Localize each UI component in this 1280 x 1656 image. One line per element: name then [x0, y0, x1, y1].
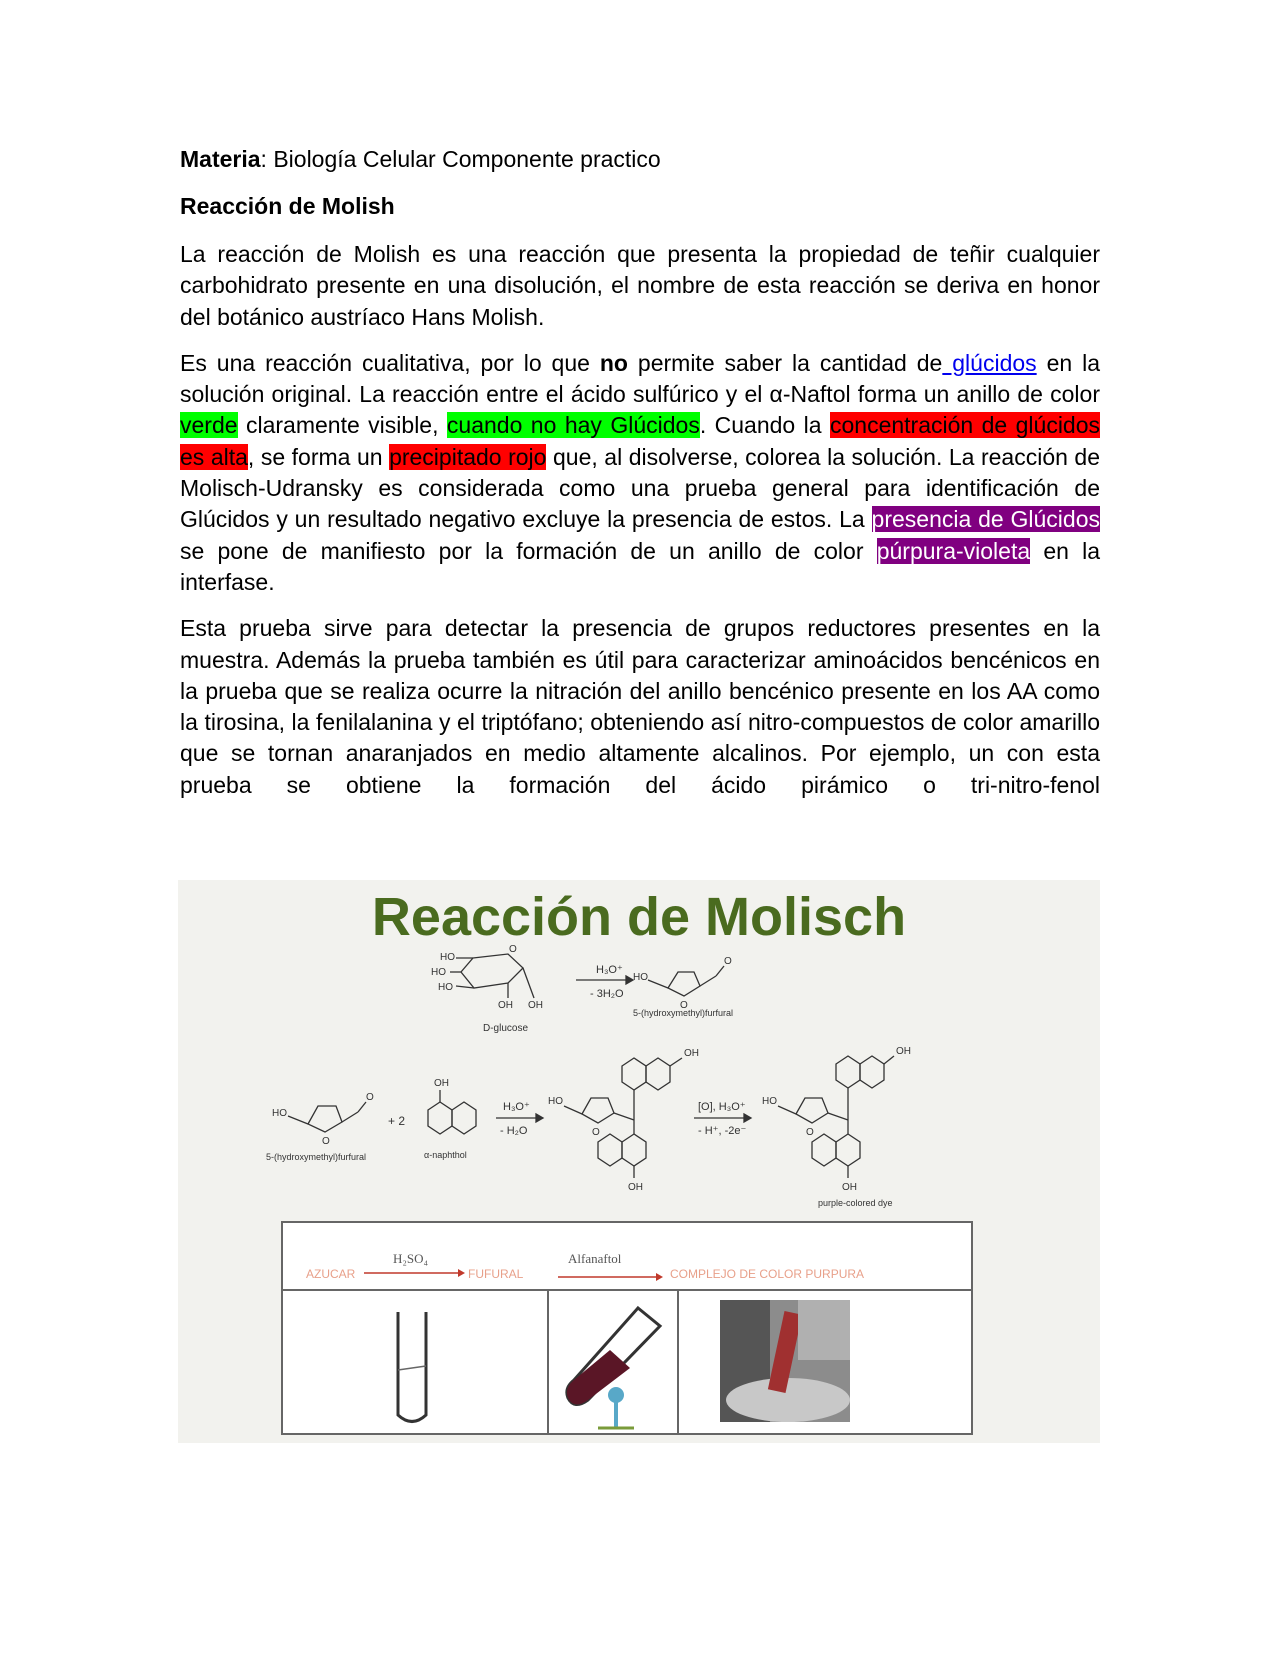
panel-alfanaftol: Alfanaftol	[568, 1251, 622, 1266]
hmf-label-1: 5-(hydroxymethyl)furfural	[633, 1008, 734, 1018]
text-run: en la solución original. La reacción entre el ácido sulfúrico y el α-Naftol forma un anillo de color	[180, 349, 1101, 408]
highlight-no-glucidos: cuando no hay Glúcidos	[446, 412, 700, 439]
glucose-labels	[431, 944, 543, 1034]
reaction-scheme	[178, 880, 1100, 1443]
arrow-2	[496, 1114, 543, 1122]
highlight-presencia: presencia de Glúcidos	[871, 506, 1101, 533]
highlight-concentracion: concentración de glúcidos es alta	[180, 412, 1101, 470]
arrow-2-bottom: - H₂O	[500, 1125, 528, 1137]
subject-value: : Biología Celular Componente practico	[260, 146, 661, 172]
procedure-panel	[282, 1222, 972, 1434]
glucose-ring-o: O	[509, 944, 517, 955]
glucidos-link[interactable]: glúcidos	[942, 349, 1037, 376]
d-glucose-structure	[450, 954, 534, 998]
glucose-ho-3: HO	[438, 982, 453, 993]
hmf1-ho: HO	[633, 972, 648, 983]
intermediate-oh-bottom: OH	[628, 1182, 643, 1193]
subject-line	[180, 146, 1100, 173]
panel-fufural: FUFURAL	[468, 1267, 524, 1281]
hmf-label-2: 5-(hydroxymethyl)furfural	[266, 1152, 367, 1162]
dye-o: O	[806, 1127, 814, 1138]
hmf2-aldehyde-o: O	[366, 1092, 374, 1103]
panel-h2so4: H₂SO₄	[393, 1251, 429, 1266]
dye-ho: HO	[762, 1096, 777, 1107]
hmf-structure-2	[288, 1102, 366, 1132]
glucose-ho-2: HO	[431, 967, 446, 978]
hmf-labels-1	[633, 956, 733, 1018]
panel-azucar: AZUCAR	[306, 1267, 356, 1281]
hmf1-aldehyde-o: O	[724, 956, 732, 967]
hmf-labels-2	[266, 1092, 405, 1162]
intermediate-labels	[548, 1048, 699, 1193]
text-run: que, al disolverse, colorea la solución. La reacción de Molisch-Udransky es considerada como una prueba general para identificación de Glúcidos y un resultado negativo excluye la presencia de estos. La	[180, 443, 1101, 533]
hmf2-o: O	[322, 1136, 330, 1147]
highlight-precipitado: precipitado rojo	[389, 443, 547, 470]
text-column	[180, 146, 1100, 816]
naphthol-label: α-naphthol	[424, 1150, 467, 1160]
molisch-figure	[178, 880, 1100, 1443]
paragraph-reducers: Esta prueba sirve para detectar la presencia de grupos reductores presentes en la muestra. Además la prueba también es útil para caracterizar aminoácidos bencénicos en la prueba que se realiza ocurre la nitración del anillo bencénico presente en los AA como la tirosina, la fenilalanina y el triptófano; obteniendo así nitro-compuestos de color amarillo que se tornan anaranjados en medio altamente alcalinos. Por ejemplo, un con esta prueba se obtiene la formación del ácido pirámico o tri-nitro-fenol	[180, 615, 1100, 798]
hmf1-o: O	[680, 1000, 688, 1011]
subject-label: Materia	[180, 146, 261, 172]
section-title: Reacción de Molish	[180, 193, 395, 219]
arrow-3-top: [O], H₃O⁺	[698, 1101, 746, 1113]
paragraph-intro: La reacción de Molish es una reacción que presenta la propiedad de teñir cualquier carbohidrato presente en una disolución, el nombre de esta reacción se deriva en honor del botánico austríaco Hans Molish.	[180, 241, 1100, 330]
text-run: , se forma un	[247, 443, 390, 470]
text-run: se pone de manifiesto por la formación de un anillo de color	[180, 537, 877, 564]
panel-complejo: COMPLEJO DE COLOR PURPURA	[670, 1267, 865, 1281]
intermediate-structure	[564, 1058, 682, 1178]
intermediate-ho: HO	[548, 1096, 563, 1107]
plus-two: + 2	[388, 1114, 406, 1128]
figure-title: Reacción de Molisch	[371, 887, 907, 947]
lab-photo	[720, 1300, 850, 1422]
text-run: en la interfase.	[180, 537, 1101, 595]
text-run: permite saber la cantidad de	[627, 349, 943, 376]
glucose-oh-2: OH	[528, 1000, 543, 1011]
highlight-verde: verde	[180, 412, 238, 439]
dye-label: purple-colored dye	[818, 1198, 893, 1208]
paragraph-qualitative	[180, 348, 1100, 598]
d-glucose-label: D-glucose	[483, 1023, 529, 1034]
hmf2-ho: HO	[272, 1108, 287, 1119]
intermediate-oh-top: OH	[684, 1048, 699, 1059]
text-run: Es una reacción cualitativa, por lo que	[180, 349, 600, 376]
naphthol-structure	[428, 1090, 476, 1134]
intermediate-o: O	[592, 1127, 600, 1138]
glucose-ho-1: HO	[440, 952, 455, 963]
dye-oh-top: OH	[896, 1046, 911, 1057]
text-run: claramente visible,	[237, 412, 447, 439]
dye-oh-bottom: OH	[842, 1182, 857, 1193]
glucose-oh-1: OH	[498, 1000, 513, 1011]
bold-no: no	[599, 349, 628, 376]
highlight-purpura: púrpura-violeta	[876, 537, 1031, 564]
arrow-1	[576, 976, 633, 984]
arrow-3	[694, 1114, 751, 1122]
arrow-1-top: H₃O⁺	[596, 964, 623, 976]
arrow-2-top: H₃O⁺	[503, 1101, 530, 1113]
hmf-structure-1	[648, 966, 724, 996]
arrow-1-bottom: - 3H₂O	[590, 988, 624, 1000]
text-run: . Cuando la	[699, 412, 830, 439]
purple-dye-structure	[778, 1056, 894, 1178]
naphthol-oh: OH	[434, 1078, 449, 1089]
arrow-3-bottom: - H⁺, -2e⁻	[698, 1125, 747, 1137]
